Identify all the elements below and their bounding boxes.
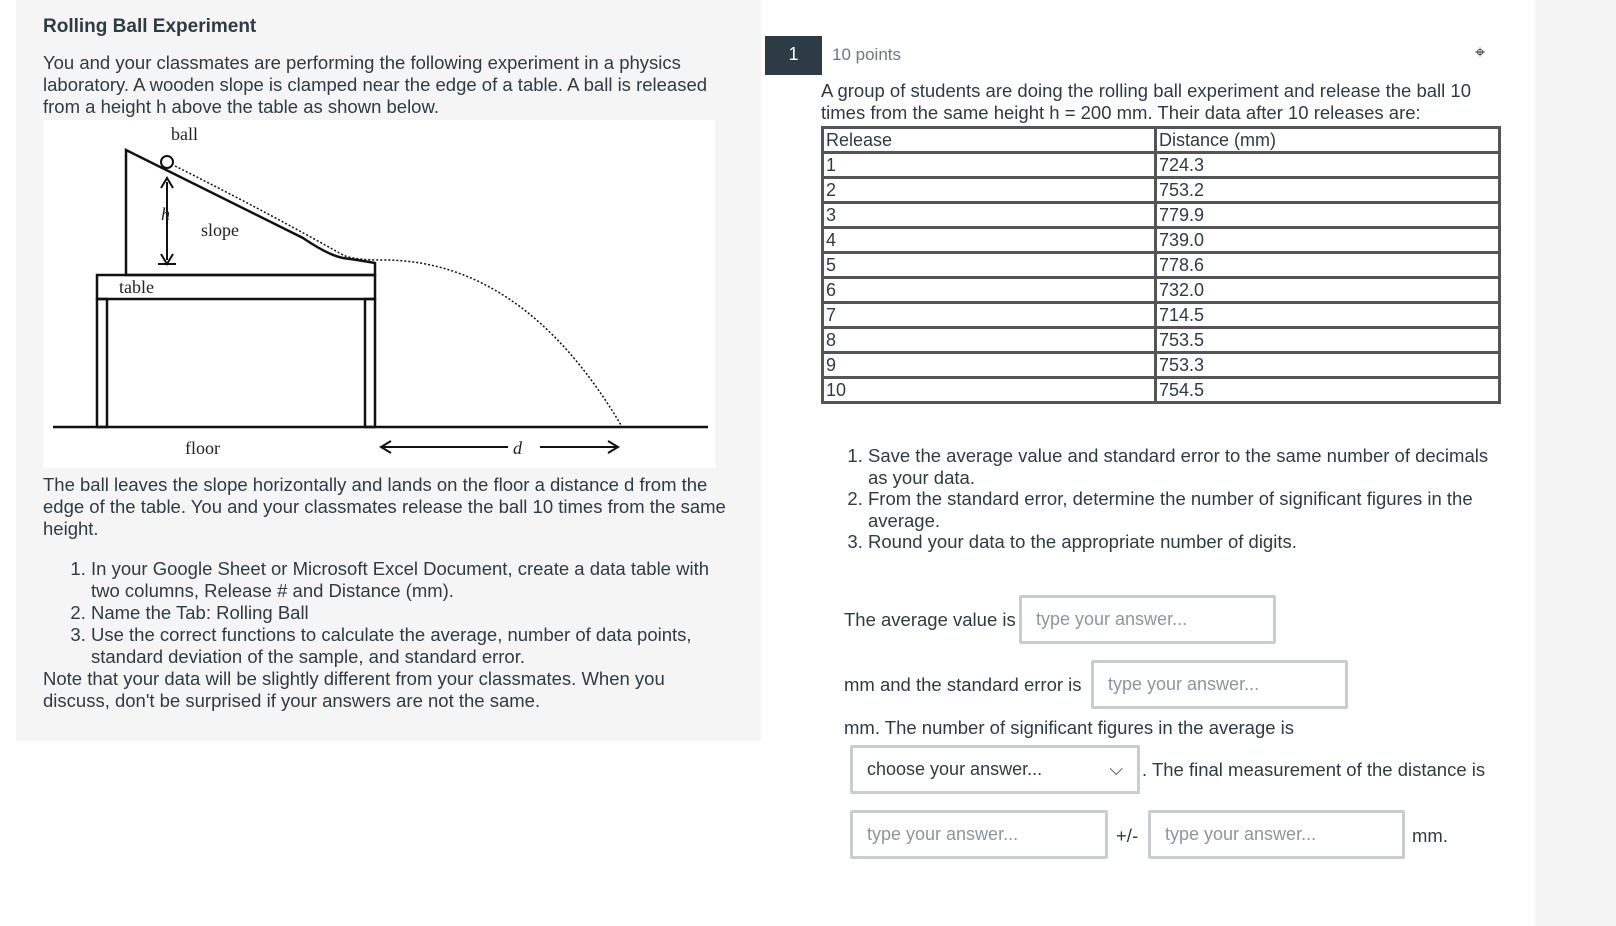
table-row — [823, 178, 1500, 203]
h-label: h — [161, 204, 170, 224]
unit-label: mm. — [1412, 825, 1448, 846]
instructions-panel — [16, 0, 761, 741]
d-label: d — [513, 438, 522, 458]
step-item: 2. Name the Tab: Rolling Ball — [91, 602, 734, 624]
step-item: 2. From the standard error, determine the number of significant figures in the average. — [868, 488, 1508, 531]
sig-figs-select[interactable] — [850, 745, 1140, 794]
floor-label: floor — [185, 438, 220, 458]
table-row — [823, 228, 1500, 253]
average-input[interactable]: type your answer... — [1019, 595, 1276, 644]
table-row — [823, 378, 1500, 403]
slope-label: slope — [201, 220, 239, 240]
release-cell: 1 — [823, 153, 1156, 178]
average-label: The average value is — [844, 609, 1016, 630]
table-row — [823, 353, 1500, 378]
chevron-down-icon: ⌵ — [1109, 759, 1123, 779]
release-cell: 4 — [823, 228, 1156, 253]
standard-error-label: mm and the standard error is — [844, 674, 1082, 695]
table-row — [823, 203, 1500, 228]
distance-cell: 778.6 — [1156, 253, 1500, 278]
step-item: 1. Save the average value and standard error to the same number of decimals as your data. — [868, 445, 1508, 488]
table-leg-left — [97, 299, 107, 427]
pin-icon[interactable]: ⌖ — [1475, 42, 1486, 62]
after-text: The ball leaves the slope horizontally and lands on the floor a distance d from the edge of the table. You and your classmates release the ball 10 times from the same height. — [43, 474, 726, 539]
release-cell: 3 — [823, 203, 1156, 228]
ball-shape — [161, 156, 173, 168]
distance-cell: 753.2 — [1156, 178, 1500, 203]
data-table — [821, 126, 1501, 404]
table-header-row — [823, 128, 1500, 153]
distance-cell: 753.3 — [1156, 353, 1500, 378]
question-steps — [848, 445, 1508, 553]
table-row — [823, 253, 1500, 278]
final-uncertainty-input[interactable]: type your answer... — [1148, 810, 1405, 859]
step-item: 3. Use the correct functions to calculate the average, number of data points, standard deviation of the sample, and standard error. — [91, 624, 734, 668]
table-row — [823, 278, 1500, 303]
question-number: 1 — [765, 36, 822, 75]
step-item: 1. In your Google Sheet or Microsoft Excel Document, create a data table with two columns, Release # and Distance (mm). — [91, 558, 734, 602]
table-row — [823, 328, 1500, 353]
distance-cell: 714.5 — [1156, 303, 1500, 328]
release-cell: 10 — [823, 378, 1156, 403]
instruction-steps — [91, 558, 734, 668]
question-text: A group of students are doing the rolling ball experiment and release the ball 10 times from the same height h = 200 mm. Their data after 10 releases are: — [821, 80, 1471, 123]
release-cell: 9 — [823, 353, 1156, 378]
distance-cell: 753.5 — [1156, 328, 1500, 353]
release-cell: 8 — [823, 328, 1156, 353]
step-item: 3. Round your data to the appropriate number of digits. — [868, 531, 1508, 553]
distance-cell: 779.9 — [1156, 203, 1500, 228]
standard-error-input[interactable]: type your answer... — [1091, 660, 1348, 709]
question-points: 10 points — [832, 45, 901, 64]
distance-cell: 754.5 — [1156, 378, 1500, 403]
final-measurement-label: . The final measurement of the distance is — [1142, 759, 1486, 780]
table-label: table — [119, 277, 154, 297]
note-text: Note that your data will be slightly different from your classmates. When you discuss, don't be surprised if your answers are not the same. — [43, 668, 665, 711]
release-cell: 6 — [823, 278, 1156, 303]
plus-minus-label: +/- — [1116, 825, 1139, 846]
ball-label: ball — [171, 124, 198, 144]
experiment-diagram — [43, 120, 715, 468]
select-placeholder: choose your answer... — [867, 759, 1043, 779]
release-cell: 5 — [823, 253, 1156, 278]
header-release: Release — [823, 128, 1156, 153]
distance-cell: 724.3 — [1156, 153, 1500, 178]
sig-figs-label: mm. The number of significant figures in the average is — [844, 717, 1295, 738]
question-body — [821, 80, 1511, 404]
distance-cell: 732.0 — [1156, 278, 1500, 303]
final-value-input[interactable]: type your answer... — [850, 810, 1108, 859]
intro-text: You and your classmates are performing the following experiment in a physics laboratory. A wooden slope is clamped near the edge of a table. A ball is released from a height h above the table as shown below. — [43, 52, 708, 117]
page-title: Rolling Ball Experiment — [43, 16, 257, 37]
release-cell: 7 — [823, 303, 1156, 328]
header-distance: Distance (mm) — [1156, 128, 1500, 153]
release-cell: 2 — [823, 178, 1156, 203]
table-row — [823, 303, 1500, 328]
table-row — [823, 153, 1500, 178]
table-leg-right — [365, 299, 375, 427]
distance-cell: 739.0 — [1156, 228, 1500, 253]
trajectory — [175, 166, 621, 425]
